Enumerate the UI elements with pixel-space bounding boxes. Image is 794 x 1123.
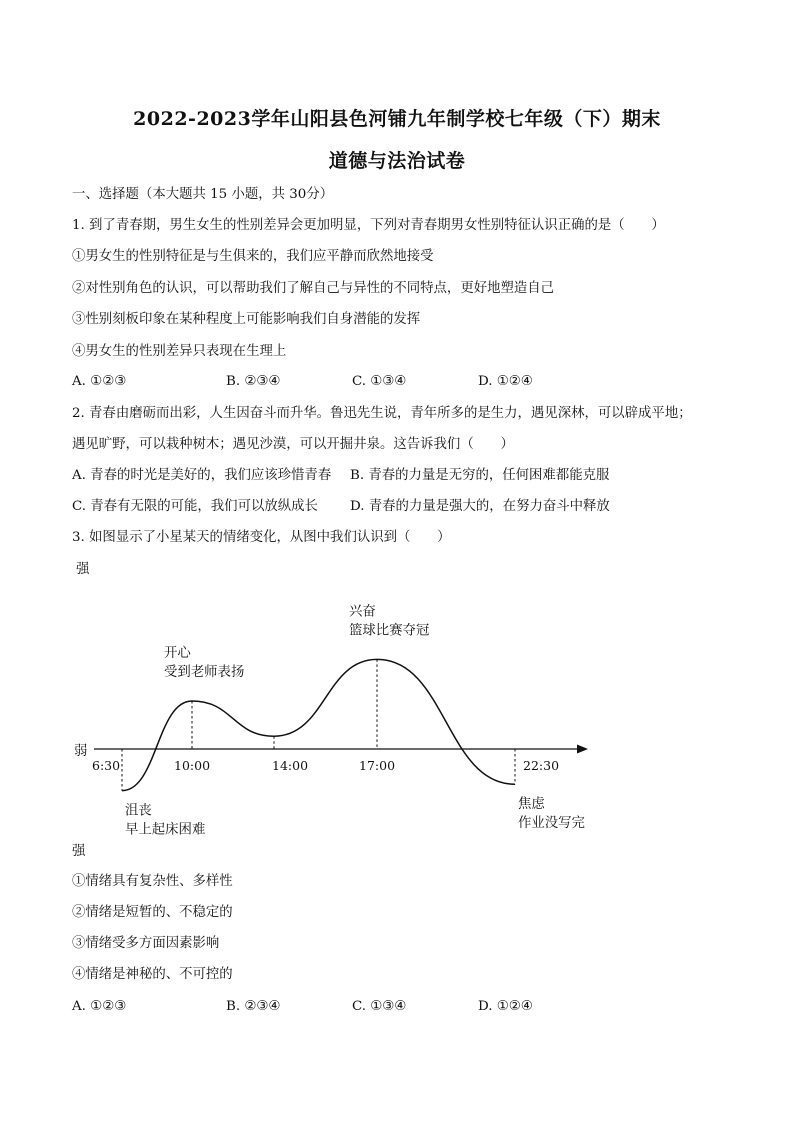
x-tick-label: 6:30 bbox=[92, 758, 121, 773]
annotation-label: 开心 bbox=[164, 646, 191, 661]
q3-option-c: C. ①③④ bbox=[352, 999, 407, 1014]
emotion-chart bbox=[72, 556, 602, 844]
y-axis-bottom-label: 强 bbox=[72, 844, 86, 859]
x-tick-label: 17:00 bbox=[359, 758, 396, 773]
q1-item-3: ③性别刻板印象在某种程度上可能影响我们自身潜能的发挥 bbox=[72, 312, 421, 327]
exam-title-line1: 2022-2023学年山阳县色河铺九年制学校七年级（下）期末 bbox=[133, 108, 661, 130]
q3-item-3: ③情绪受多方面因素影响 bbox=[72, 936, 220, 951]
annotation-label: 焦虑 bbox=[518, 797, 545, 813]
q2-option-c: C. 青春有无限的可能，我们可以放纵成长 bbox=[72, 499, 318, 514]
annotation-label: 早上起床困难 bbox=[125, 822, 206, 838]
q1-item-2: ②对性别角色的认识，可以帮助我们了解自己与异性的不同特点，更好地塑造自己 bbox=[72, 281, 555, 296]
q2-option-d: D. 青春的力量是强大的，在努力奋斗中释放 bbox=[350, 499, 610, 514]
q3-option-b: B. ②③④ bbox=[226, 999, 281, 1014]
q1-option-a: A. ①②③ bbox=[72, 374, 127, 389]
q3-stem: 3. 如图显示了小星某天的情绪变化，从图中我们认识到（ ） bbox=[72, 530, 451, 545]
x-tick-label: 22:30 bbox=[523, 758, 560, 773]
q1-option-d: D. ①②④ bbox=[478, 374, 533, 389]
annotation-label: 作业没写完 bbox=[518, 816, 585, 832]
q3-option-d: D. ①②④ bbox=[478, 999, 533, 1014]
q2-stem-line1: 2. 青春由磨砺而出彩，人生因奋斗而升华。鲁迅先生说，青年所多的是生力，遇见深林，可以辟成平地； bbox=[72, 406, 692, 421]
y-axis-top-label: 强 bbox=[76, 562, 90, 577]
section-heading: 一、选择题（本大题共 15 小题，共 30分） bbox=[72, 187, 334, 202]
annotation-label: 兴奋 bbox=[349, 604, 376, 620]
q2-option-a: A. 青春的时光是美好的，我们应该珍惜青春 bbox=[72, 468, 332, 483]
annotation-label: 受到老师表扬 bbox=[164, 665, 245, 680]
annotation-label: 篮球比赛夺冠 bbox=[349, 623, 430, 639]
x-axis-arrow-icon bbox=[577, 745, 588, 754]
exam-title-line2: 道德与法治试卷 bbox=[328, 150, 466, 172]
q1-item-4: ④男女生的性别差异只表现在生理上 bbox=[72, 344, 287, 359]
q3-item-2: ②情绪是短暂的、不稳定的 bbox=[72, 905, 233, 920]
q1-stem: 1. 到了青春期，男生女生的性别差异会更加明显，下列对青春期男女性别特征认识正确的是（ ） bbox=[72, 218, 665, 233]
x-tick-label: 14:00 bbox=[272, 758, 309, 773]
annotation-label: 沮丧 bbox=[125, 803, 152, 819]
q3-option-a: A. ①②③ bbox=[72, 999, 127, 1014]
q3-item-4: ④情绪是神秘的、不可控的 bbox=[72, 967, 233, 982]
q1-option-c: C. ①③④ bbox=[352, 374, 407, 389]
x-tick-label: 10:00 bbox=[174, 758, 211, 773]
q1-option-b: B. ②③④ bbox=[226, 374, 281, 389]
y-axis-mid-label: 弱 bbox=[74, 744, 88, 759]
q2-option-b: B. 青春的力量是无穷的，任何困难都能克服 bbox=[350, 468, 610, 483]
q2-stem-line2: 遇见旷野，可以栽种树木；遇见沙漠，可以开掘井泉。这告诉我们（ ） bbox=[72, 437, 514, 452]
q1-item-1: ①男女生的性别特征是与生俱来的，我们应平静而欣然地接受 bbox=[72, 249, 434, 264]
q3-item-1: ①情绪具有复杂性、多样性 bbox=[72, 874, 233, 889]
